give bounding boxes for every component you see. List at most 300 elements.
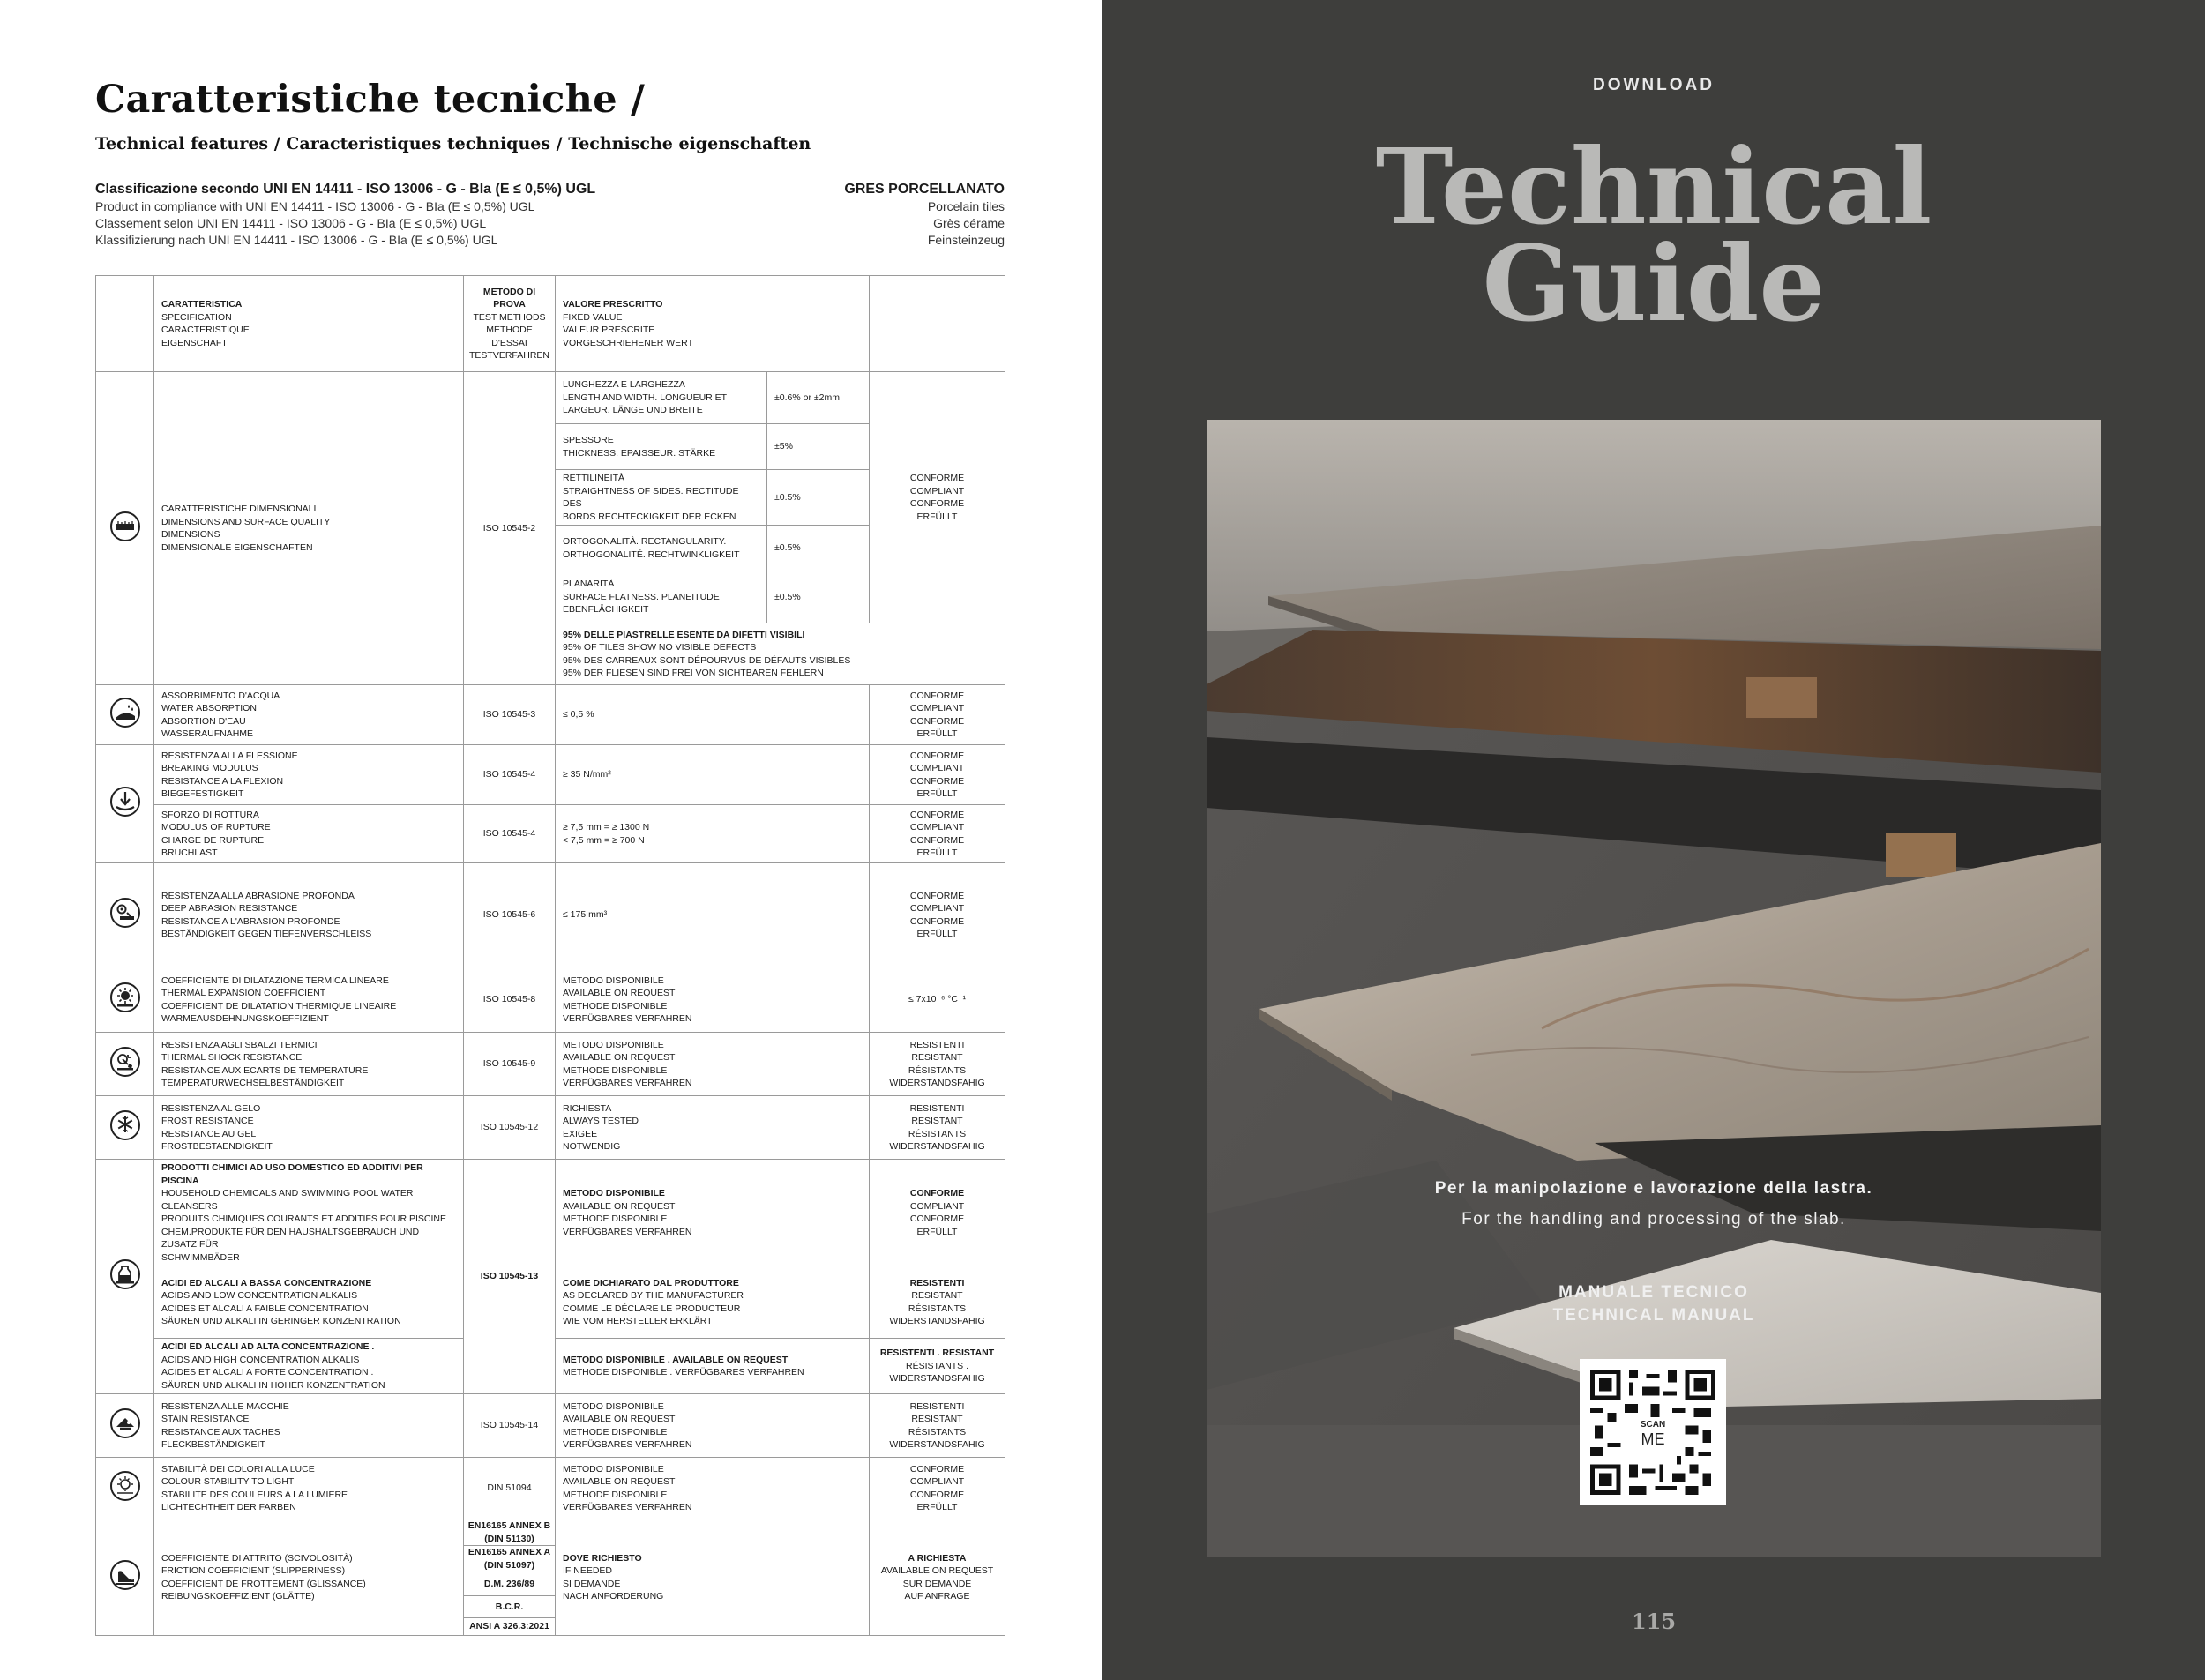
light-spec [154,1458,464,1519]
value-line: METODO DISPONIBILE [563,974,664,986]
result-line: RESISTENTI [909,1400,965,1412]
result-line: CONFORME [909,473,965,483]
result-line: A RICHIESTA [908,1552,967,1564]
dim-sub-line: ORTOGONALITÀ. RECTANGULARITY. [563,536,727,547]
method-line: D.M. 236/89 [483,1578,535,1589]
page-title: Caratteristiche tecniche / [95,78,646,122]
dim-sub-line: LUNGHEZZA E LARGHEZZA [563,379,685,391]
chem-method [464,1160,556,1394]
dim-sub-flatness [556,571,767,623]
abrasion-value: ≤ 175 mm³ [556,863,870,967]
spec-line: SÄUREN UND ALKALI IN HOHER KONZENTRATION [161,1379,385,1391]
value-line: METODO DISPONIBILE [563,1463,664,1475]
result-line: RESISTENTI [909,1102,965,1114]
header-method-en: TEST METHODS [473,311,546,323]
thermal-value [556,967,870,1033]
water-icon-cell [96,685,154,745]
download-label[interactable]: DOWNLOAD [1593,76,1715,94]
dim-sub-length [556,372,767,424]
header-value [556,276,870,372]
header-spec-fr: CARACTERISTIQUE [161,325,250,335]
value-line: AVAILABLE ON REQUEST [563,1200,676,1212]
left-page [0,0,1102,1680]
result-line: CONFORME [909,715,965,727]
header-method-de: TESTVERFAHREN [468,350,549,361]
cover-caption-it: Per la manipolazione e lavorazione della lastra. [1434,1179,1873,1198]
dimensions-icon-cell [96,372,154,685]
stain-result [870,1394,1005,1458]
result-line: ERFÜLLT [916,1226,958,1237]
spec-line: COEFFICIENT DE DILATATION THERMIQUE LINEAIRE [161,1000,397,1012]
spec-line: THERMAL EXPANSION COEFFICIENT [161,988,326,998]
header-method-it2: PROVA [493,299,526,310]
material-main: GRES PORCELLANATO [844,182,1005,197]
shock-method: ISO 10545-9 [464,1033,556,1096]
material-line: Grès cérame [933,216,1005,230]
dimensions-method: ISO 10545-2 [464,372,556,685]
header-result-cell [870,276,1005,372]
result-line: RÉSISTANTS [908,1064,967,1076]
result-line: RESISTENTI . RESISTANT [879,1348,995,1359]
dim-sub-line: LARGEUR. LÄNGE UND BREITE [563,405,703,416]
spec-line: WATER ABSORPTION [161,703,257,713]
stain-method: ISO 10545-14 [464,1394,556,1458]
spec-line: THERMAL SHOCK RESISTANCE [161,1052,303,1063]
table-row-abrasion [96,863,1005,967]
result-line: COMPLIANT [909,1200,965,1212]
flexion-arrow-icon [109,786,141,818]
result-line: WIDERSTANDSFAHIG [889,1078,985,1088]
shock-spec [154,1033,464,1096]
dim-sub-straightness [556,470,767,526]
result-line: RÉSISTANTS [908,1303,967,1314]
rupture-result [870,805,1005,863]
spec-line: FLECKBESTÄNDIGKEIT [161,1439,265,1450]
header-spec-it: CARATTERISTICA [161,299,243,310]
sun-icon [109,982,141,1013]
value-line: SI DEMANDE [563,1578,621,1589]
rupture-spec [154,805,464,863]
result-line: COMPLIANT [909,703,965,713]
result-line: CONFORME [909,809,965,820]
value-line: VERFÜGBARES VERFAHREN [563,1226,692,1237]
frost-icon-cell [96,1096,154,1160]
spec-line: LICHTECHTHEIT DER FARBEN [161,1502,296,1512]
friction-method [464,1519,556,1546]
value-line: NACH ANFORDERUNG [563,1591,664,1602]
defects-en: 95% OF TILES SHOW NO VISIBLE DEFECTS [563,642,757,653]
table-row-chemical-domestic [96,1160,1005,1266]
result-line: WIDERSTANDSFAHIG [889,1373,985,1385]
material-block [687,180,1005,249]
water-method: ISO 10545-3 [464,685,556,745]
result-line: CONFORME [909,1489,965,1500]
result-line: ERFÜLLT [916,1502,958,1512]
page-number: 115 [1631,1609,1677,1634]
result-line: CONFORME [909,690,965,701]
dimensions-spec [154,372,464,685]
value-line: METHODE DISPONIBLE [563,1064,668,1076]
defects-de: 95% DER FLIESEN SIND FREI VON SICHTBAREN FEHLERN [563,668,824,678]
chem-method-label: ISO 10545-13 [480,1271,539,1282]
spec-line: WASSERAUFNAHME [161,728,254,739]
result-line: RÉSISTANTS . [906,1360,968,1371]
spec-line: CHEM.PRODUKTE FÜR DEN HAUSHALTSGEBRAUCH UND ZUSATZ FÜR [161,1226,420,1250]
result-line: RÉSISTANTS [908,1426,967,1437]
table-row-rupture [96,805,1005,863]
spec-line: FROST RESISTANCE [161,1116,254,1126]
header-method [464,276,556,372]
dim-tol-length: ±0.6% or ±2mm [767,372,870,424]
water-drop-icon [109,697,141,728]
spec-line: SCHWIMMBÄDER [161,1251,240,1263]
spec-line: MODULUS OF RUPTURE [161,822,271,833]
table-row-frost [96,1096,1005,1160]
friction-method [464,1596,556,1618]
result-line: RÉSISTANTS [908,1128,967,1139]
spec-line: COLOUR STABILITY TO LIGHT [161,1476,295,1487]
table-row-dimensions [96,372,1005,424]
dimensions-spec-it: CARATTERISTICHE DIMENSIONALI [161,504,317,514]
dimensions-result [870,372,1005,623]
value-line: ≥ 7,5 mm = ≥ 1300 N [563,822,650,833]
spec-line: COEFFICIENTE DI ATTRITO (SCIVOLOSITÀ) [161,1552,353,1564]
dim-sub-line: RETTILINEITÀ [563,473,625,483]
spec-line: SFORZO DI ROTTURA [161,809,259,820]
method-line: EN16165 ANNEX A (DIN 51097) [467,1547,551,1571]
value-line: VERFÜGBARES VERFAHREN [563,1502,692,1512]
dim-sub-line: SURFACE FLATNESS. PLANEITUDE [563,591,720,602]
method-line: ANSI A 326.3:2021 [469,1621,549,1632]
water-result [870,685,1005,745]
result-line: COMPLIANT [909,485,965,497]
result-line: CONFORME [909,750,965,761]
result-line: COMPLIANT [909,903,965,914]
value-line: RICHIESTA [563,1102,612,1114]
header-value-en: FIXED VALUE [563,311,623,323]
qr-me-text: ME [1641,1430,1665,1448]
result-line: AVAILABLE ON REQUEST [880,1565,994,1576]
dim-sub-thickness [556,424,767,470]
result-line: CONFORME [909,834,965,846]
result-line: RESISTENTI [909,1277,965,1288]
abrasion-result [870,863,1005,967]
spec-line: CHARGE DE RUPTURE [161,834,265,846]
spec-line: STABILITÀ DEI COLORI ALLA LUCE [161,1463,315,1475]
result-line: RESISTANT [911,1290,963,1301]
result-line: CONFORME [909,915,965,927]
chem-low-value [556,1266,870,1339]
guide-title-line2: Guide [1482,222,1826,345]
value-line: METODO DISPONIBILE [563,1400,664,1412]
flexion-spec [154,745,464,805]
friction-method [464,1572,556,1596]
value-line: AS DECLARED BY THE MANUFACTURER [563,1290,744,1301]
abrasion-spec [154,863,464,967]
rupture-method: ISO 10545-4 [464,805,556,863]
result-line: CONFORME [909,1188,965,1198]
header-value-it: VALORE PRESCRITTO [563,299,663,310]
ruler-icon [109,511,141,542]
page-subtitle: Technical features / Caracteristiques techniques / Technische eigenschaften [95,134,811,153]
spec-line: BESTÄNDIGKEIT GEGEN TIEFENVERSCHLEISS [161,929,372,939]
result-line: RESISTANT [911,1116,963,1126]
value-line: METODO DISPONIBILE . AVAILABLE ON REQUEST [563,1354,789,1365]
thermal-method: ISO 10545-8 [464,967,556,1033]
frost-method: ISO 10545-12 [464,1096,556,1160]
header-spec [154,276,464,372]
spec-line: FROSTBESTAENDIGKEIT [161,1141,273,1152]
result-line: COMPLIANT [909,822,965,833]
abrasion-icon [109,897,141,929]
spec-line: ACIDI ED ALCALI AD ALTA CONCENTRAZIONE . [161,1341,375,1352]
spec-line: HOUSEHOLD CHEMICALS AND SWIMMING POOL WATER CLEANSERS [161,1188,414,1212]
spec-line: ACIDS AND LOW CONCENTRATION ALKALIS [161,1290,358,1301]
rupture-value [556,805,870,863]
value-line: ALWAYS TESTED [563,1116,639,1126]
dimensions-spec-de: DIMENSIONALE EIGENSCHAFTEN [161,541,313,553]
chem-high-result [870,1339,1005,1394]
value-line: < 7,5 mm = ≥ 700 N [563,834,645,846]
spec-line: RESISTANCE A LA FLEXION [161,775,284,787]
result-line: CONFORME [909,498,965,509]
value-line: WIE VOM HERSTELLER ERKLÄRT [563,1316,713,1326]
dim-sub-line: BORDS RECHTECKIGKEIT DER ECKEN [563,511,736,522]
value-line: AVAILABLE ON REQUEST [563,1414,676,1424]
spec-line: PRODOTTI CHIMICI AD USO DOMESTICO ED ADDITIVI PER PISCINA [161,1162,423,1186]
classification-line: Product in compliance with UNI EN 14411 - ISO 13006 - G - BIa (E ≤ 0,5%) UGL [95,199,535,213]
header-value-fr: VALEUR PRESCRITE [563,325,655,335]
dim-sub-line: SPESSORE [563,435,614,445]
chem-domestic-spec [154,1160,464,1266]
result-line: WIDERSTANDSFAHIG [889,1439,985,1450]
table-row-thermal [96,967,1005,1033]
dim-tol-flatness: ±0.5% [767,571,870,623]
spec-line: BIEGEFESTIGKEIT [161,788,244,799]
dim-sub-line: THICKNESS. EPAISSEUR. STÄRKE [563,447,716,459]
spec-line: REIBUNGSKOEFFIZIENT (GLÄTTE) [161,1591,315,1602]
defects-it: 95% DELLE PIASTRELLE ESENTE DA DIFETTI VISIBILI [563,629,805,640]
spec-line: ACIDS AND HIGH CONCENTRATION ALKALIS [161,1354,360,1365]
abrasion-method: ISO 10545-6 [464,863,556,967]
material-line: Feinsteinzeug [927,233,1005,247]
result-line: RESISTANT [911,1414,963,1424]
method-line: EN16165 ANNEX B (DIN 51130) [467,1520,551,1544]
manual-label-it[interactable]: MANUALE TECNICO [1558,1283,1749,1302]
spec-line: SÄUREN UND ALKALI IN GERINGER KONZENTRATION [161,1316,401,1326]
classification-line: Klassifizierung nach UNI EN 14411 - ISO 13006 - G - BIa (E ≤ 0,5%) UGL [95,233,498,247]
chem-low-result [870,1266,1005,1339]
dim-sub-line: STRAIGHTNESS OF SIDES. RECTITUDE DES [563,485,739,509]
table-row-water [96,685,1005,745]
abrasion-icon-cell [96,863,154,967]
result-line: AUF ANFRAGE [904,1591,970,1602]
result-line: ERFÜLLT [916,511,958,522]
value-line: METHODE DISPONIBLE [563,1489,668,1500]
flexion-value: ≥ 35 N/mm² [556,745,870,805]
spec-line: RESISTENZA AGLI SBALZI TERMICI [161,1039,318,1050]
table-row-thermal-shock [96,1033,1005,1096]
thermal-shock-icon [109,1046,141,1078]
chem-high-value [556,1339,870,1394]
value-line: VERFÜGBARES VERFAHREN [563,1078,692,1088]
spec-line: STAIN RESISTANCE [161,1414,250,1424]
table-header-row [96,276,1005,372]
qr-scan-text: SCAN [1640,1420,1666,1430]
slip-icon [109,1559,141,1591]
spec-line: BREAKING MODULUS [161,763,258,773]
result-line: ERFÜLLT [916,847,958,858]
value-line: METHODE DISPONIBLE [563,1426,668,1437]
dim-tol-rectangularity: ±0.5% [767,526,870,571]
water-value: ≤ 0,5 % [556,685,870,745]
value-line: IF NEEDED [563,1565,613,1576]
method-line: B.C.R. [495,1601,524,1612]
spec-line: FRICTION COEFFICIENT (SLIPPERINESS) [161,1565,346,1576]
spec-line: RESISTANCE AUX ECARTS DE TEMPERATURE [161,1064,369,1076]
result-line: CONFORME [909,775,965,787]
shock-icon-cell [96,1033,154,1096]
friction-method [464,1546,556,1572]
value-line: AVAILABLE ON REQUEST [563,988,676,998]
header-spec-en: SPECIFICATION [161,311,232,323]
friction-result [870,1519,1005,1636]
flexion-result [870,745,1005,805]
value-line: VERFÜGBARES VERFAHREN [563,1439,692,1450]
value-line: COME DICHIARATO DAL PRODUTTORE [563,1277,739,1288]
material-line: Porcelain tiles [927,199,1005,213]
friction-icon-cell [96,1519,154,1636]
dim-sub-rectangularity [556,526,767,571]
dimensions-spec-en: DIMENSIONS AND SURFACE QUALITY [161,516,331,527]
spec-line: BRUCHLAST [161,847,218,858]
spec-line: RESISTANCE A L'ABRASION PROFONDE [161,915,340,927]
value-line: METODO DISPONIBILE [563,1188,665,1198]
value-line: AVAILABLE ON REQUEST [563,1476,676,1487]
value-line: VERFÜGBARES VERFAHREN [563,1013,692,1024]
result-line: CONFORME [909,1463,965,1475]
value-line: EXIGEE [563,1128,598,1139]
result-line: ERFÜLLT [916,728,958,739]
spec-line: COEFFICIENT DE FROTTEMENT (GLISSANCE) [161,1578,366,1589]
value-line: COMME LE DÉCLARE LE PRODUCTEUR [563,1303,741,1314]
spec-line: COEFFICIENTE DI DILATAZIONE TERMICA LINEARE [161,974,389,986]
water-spec [154,685,464,745]
cover-caption-en: For the handling and processing of the slab. [1461,1210,1846,1228]
spec-line: ACIDI ED ALCALI A BASSA CONCENTRAZIONE [161,1277,372,1288]
qr-scan-label [1633,1417,1673,1452]
spec-line: RESISTENZA ALLA FLESSIONE [161,750,298,761]
frost-value [556,1096,870,1160]
snowflake-icon [109,1109,141,1141]
result-line: RESISTANT [911,1052,963,1063]
table-row-friction [96,1519,1005,1546]
result-line: WIDERSTANDSFAHIG [889,1316,985,1326]
frost-result [870,1096,1005,1160]
header-value-de: VORGESCHRIEHENER WERT [563,337,693,348]
chem-high-spec [154,1339,464,1394]
value-line: DOVE RICHIESTO [563,1552,642,1564]
spec-line: ABSORTION D'EAU [161,715,246,727]
flexion-method: ISO 10545-4 [464,745,556,805]
spec-line: RESISTANCE AUX TACHES [161,1426,280,1437]
result-line: ERFÜLLT [916,788,958,799]
friction-spec [154,1519,464,1636]
dim-tol-thickness: ±5% [767,424,870,470]
header-method-fr: METHODE D'ESSAI [486,325,533,348]
chemical-icon [109,1258,141,1290]
manual-label-en[interactable]: TECHNICAL MANUAL [1552,1306,1755,1325]
value-line: METHODE DISPONIBLE . VERFÜGBARES VERFAHREN [563,1367,804,1378]
spec-line: PRODUITS CHIMIQUES COURANTS ET ADDITIFS POUR PISCINE [161,1213,447,1224]
spec-line: ACIDES ET ALCALI A FAIBLE CONCENTRATION [161,1303,369,1314]
chem-domestic-value [556,1160,870,1266]
stain-icon [109,1407,141,1439]
spec-line: WARMEAUSDEHNUNGSKOEFFIZIENT [161,1013,329,1024]
result-line: CONFORME [909,890,965,901]
stain-icon-cell [96,1394,154,1458]
result-line: CONFORME [909,1213,965,1224]
classification-line: Classement selon UNI EN 14411 - ISO 13006 - G - BIa (E ≤ 0,5%) UGL [95,216,487,230]
stain-value [556,1394,870,1458]
value-line: NOTWENDIG [563,1141,621,1152]
defects-fr: 95% DES CARREAUX SONT DÉPOURVUS DE DÉFAUTS VISIBLES [563,654,851,666]
spec-line: ASSORBIMENTO D'ACQUA [161,690,280,701]
value-line: AVAILABLE ON REQUEST [563,1052,676,1063]
thermal-result: ≤ 7x10⁻⁶ °C⁻¹ [870,967,1005,1033]
spec-line: RESISTANCE AU GEL [161,1128,257,1139]
result-line: SUR DEMANDE [902,1578,972,1589]
dimensions-spec-fr: DIMENSIONS [161,529,220,540]
frost-spec [154,1096,464,1160]
value-line: METHODE DISPONIBLE [563,1000,668,1012]
spec-line: STABILITE DES COULEURS A LA LUMIERE [161,1489,348,1500]
header-icon-cell [96,276,154,372]
chem-low-spec [154,1266,464,1339]
dim-sub-line: EBENFLÄCHIGKEIT [563,604,649,616]
thermal-spec [154,967,464,1033]
chemical-icon-cell [96,1160,154,1394]
header-spec-de: EIGENSCHAFT [161,337,228,348]
friction-value [556,1519,870,1636]
light-value [556,1458,870,1519]
value-line: METHODE DISPONIBLE [563,1213,668,1224]
result-line: WIDERSTANDSFAHIG [889,1141,985,1152]
spec-line: ACIDES ET ALCALI A FORTE CONCENTRATION . [161,1367,374,1378]
light-icon-cell [96,1458,154,1519]
spec-line: TEMPERATURWECHSELBESTÄNDIGKEIT [161,1078,345,1088]
light-icon [109,1470,141,1502]
thermal-icon-cell [96,967,154,1033]
table-row-stain [96,1394,1005,1458]
stain-spec [154,1394,464,1458]
dim-sub-line: ORTHOGONALITÉ. RECHTWINKLIGKEIT [563,549,740,560]
shock-result [870,1033,1005,1096]
value-line: METODO DISPONIBILE [563,1039,664,1050]
spec-line: DEEP ABRASION RESISTANCE [161,903,298,914]
technical-table [95,275,1005,1636]
table-row-light [96,1458,1005,1519]
dim-defects [556,623,1005,685]
chem-domestic-result [870,1160,1005,1266]
result-line: COMPLIANT [909,763,965,773]
spec-line: RESISTENZA AL GELO [161,1102,261,1114]
shock-value [556,1033,870,1096]
table-row-flexion [96,745,1005,805]
guide-title-line1: Technical [1375,125,1932,248]
spec-line: RESISTENZA ALLA ABRASIONE PROFONDA [161,890,355,901]
flexion-icon-cell [96,745,154,863]
